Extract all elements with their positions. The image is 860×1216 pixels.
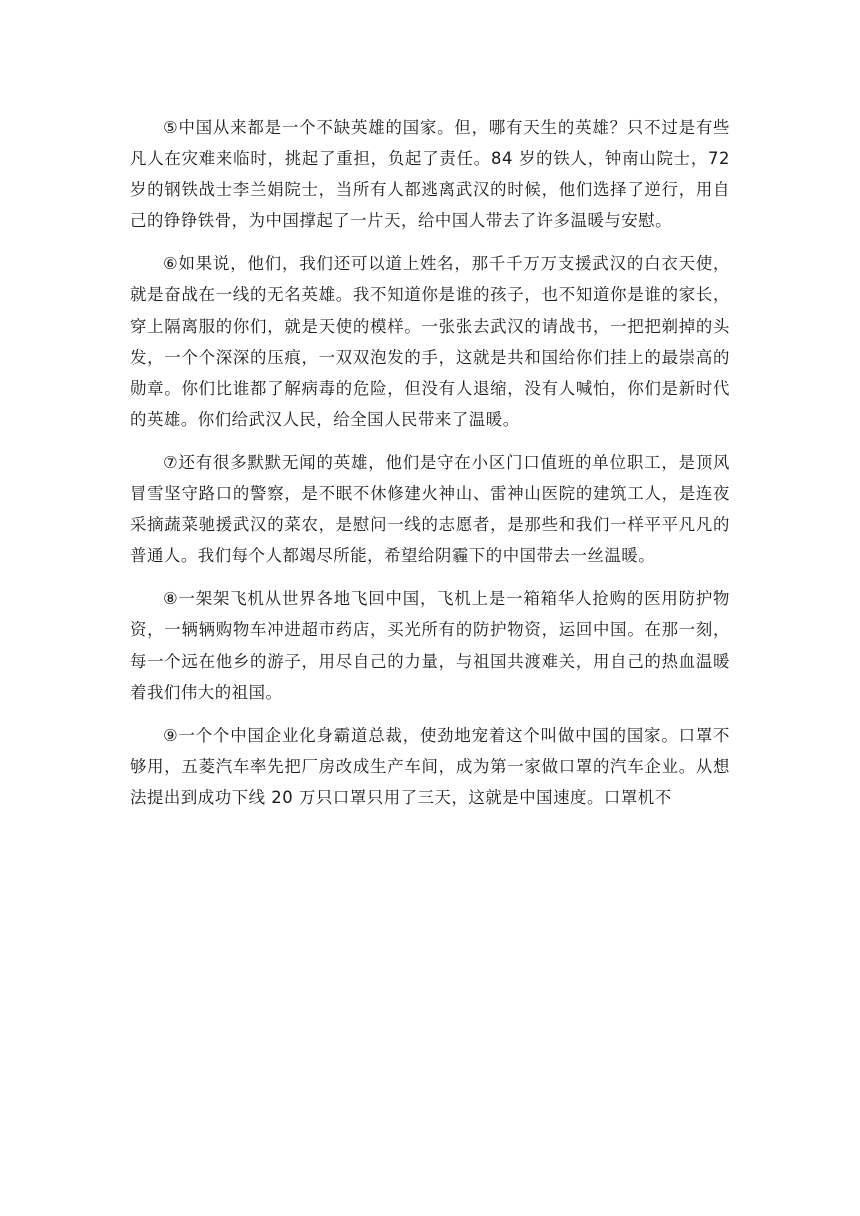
article-body (130, 112, 730, 813)
paragraph-7: ⑦还有很多默默无闻的英雄，他们是守在小区门口值班的单位职工，是顶风冒雪坚守路口的警察，是不眠不休修建火神山、雷神山医院的建筑工人，是连夜采摘蔬菜驰援武汉的菜农，是慰问一线的志愿者，是那些和我们一样平平凡凡的普通人。我们每个人都竭尽所能，希望给阴霾下的中国带去一丝温暖。 (130, 452, 730, 566)
paragraph-5: ⑤中国从来都是一个不缺英雄的国家。但，哪有天生的英雄？只不过是有些凡人在灾难来临时，挑起了重担，负起了责任。84 岁的铁人，钟南山院士，72 岁的钢铁战士李兰娟院士，当所有人都逃离武汉的时候，他们选择了逆行，用自己的铮铮铁骨，为中国撑起了一片天，给中国人带去了许多温暖与安慰。 (130, 118, 730, 231)
paragraph-6: ⑥如果说，他们，我们还可以道上姓名，那千千万万支援武汉的白衣天使，就是奋战在一线的无名英雄。我不知道你是谁的孩子，也不知道你是谁的家长，穿上隔离服的你们，就是天使的模样。一张张去武汉的请战书，一把把剃掉的头发，一个个深深的压痕，一双双泡发的手，这就是共和国给你们挂上的最崇高的勋章。你们比谁都了解病毒的危险，但没有人退缩，没有人喊怕，你们是新时代的英雄。你们给武汉人民，给全国人民带来了温暖。 (130, 254, 730, 429)
paragraph-9: ⑨一个个中国企业化身霸道总裁，使劲地宠着这个叫做中国的国家。口罩不够用，五菱汽车率先把厂房改成生产车间，成为第一家做口罩的汽车企业。从想法提出到成功下线 20 万只口罩只用了三天，这就是中国速度。口罩机不 (130, 725, 730, 807)
paragraph-8: ⑧一架架飞机从世界各地飞回中国，飞机上是一箱箱华人抢购的医用防护物资，一辆辆购物车冲进超市药店，买光所有的防护物资，运回中国。在那一刻，每一个远在他乡的游子，用尽自己的力量，与祖国共渡难关，用自己的热血温暖着我们伟大的祖国。 (130, 589, 730, 702)
